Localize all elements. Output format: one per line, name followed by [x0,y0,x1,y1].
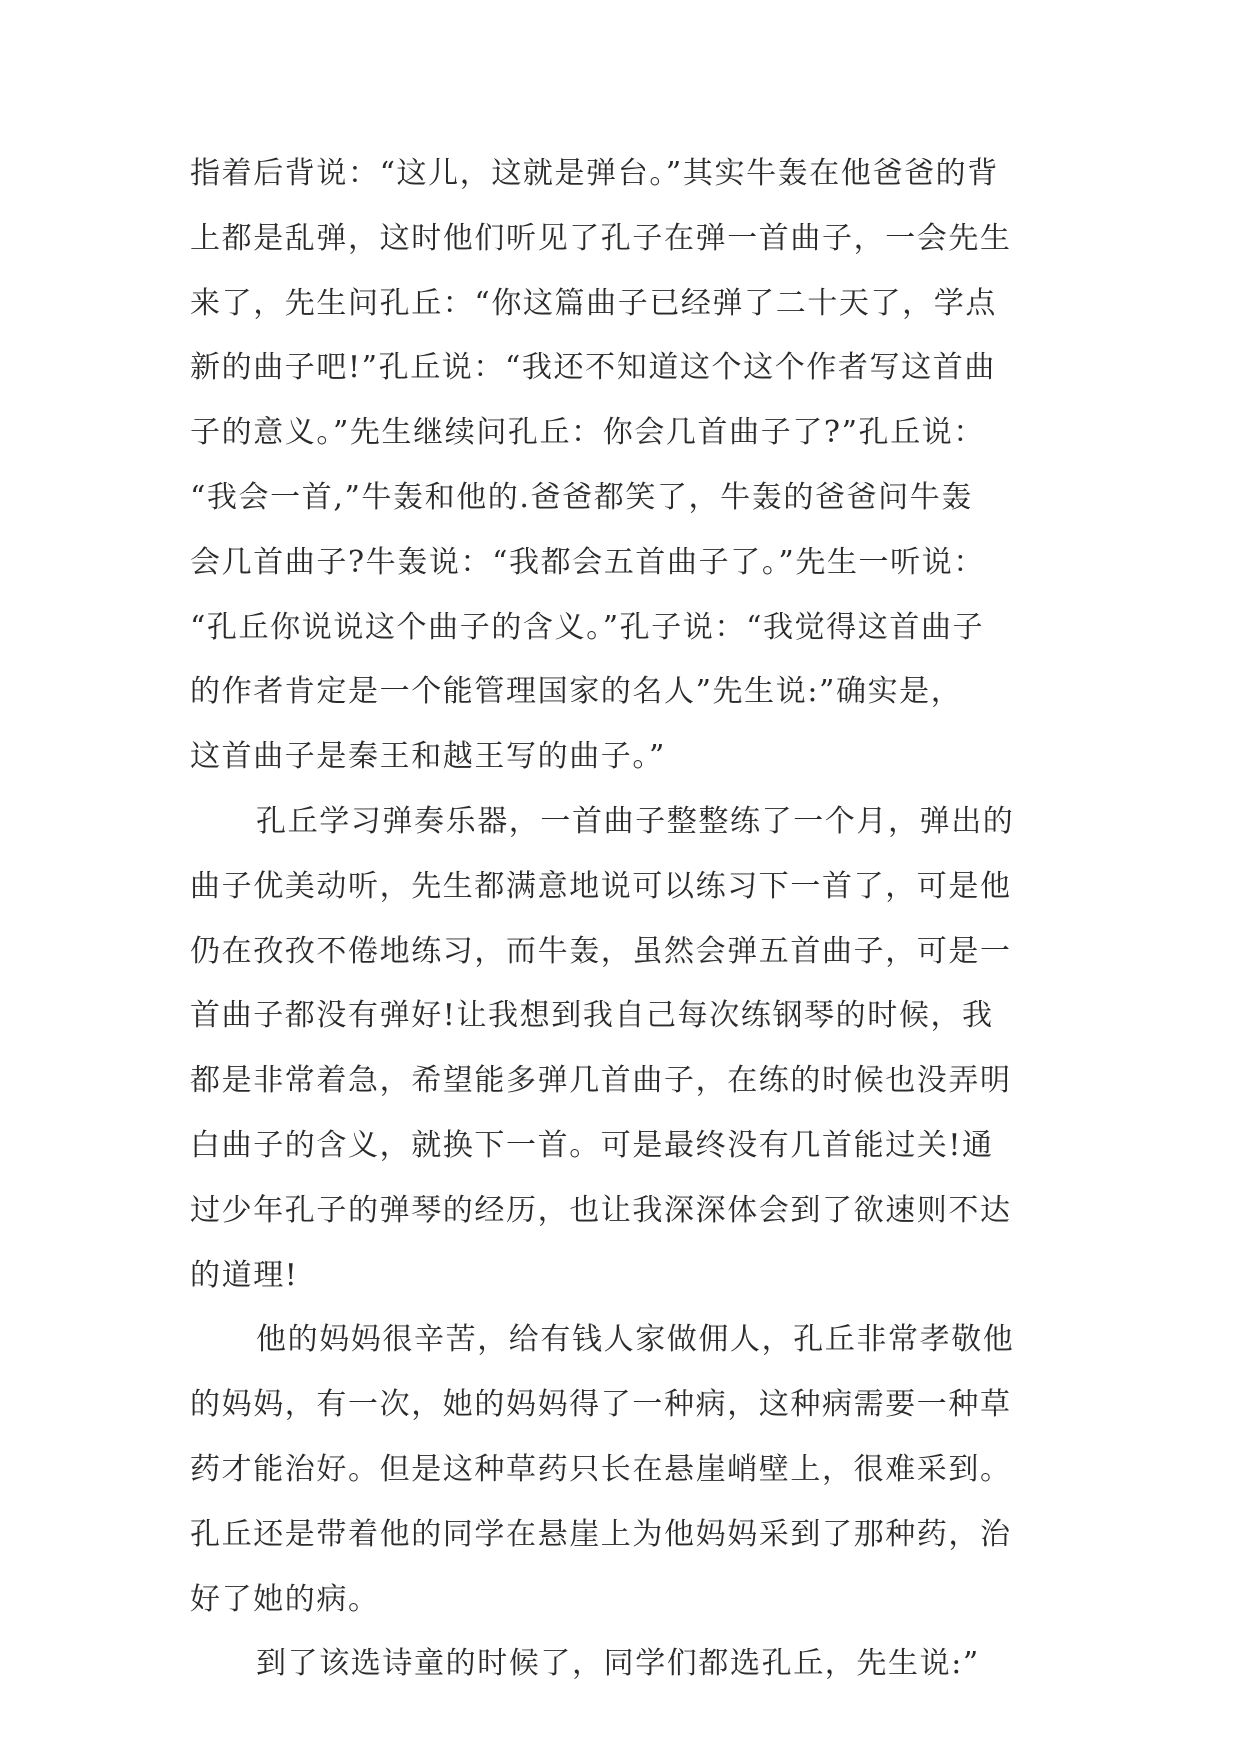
text-line: 这首曲子是秦王和越王写的曲子。” [190,739,666,775]
text-line: 都是非常着急，希望能多弹几首曲子，在练的时候也没弄明 [190,1063,1012,1099]
text-line: 上都是乱弹，这时他们听见了孔子在弹一首曲子，一会先生 [190,220,1012,256]
text-line: 指着后背说：“这儿，这就是弹台。”其实牛轰在他爸爸的背 [190,156,999,191]
text-line: 仍在孜孜不倦地练习，而牛轰，虽然会弹五首曲子，可是一 [190,933,1012,969]
paragraph-first-line: 他的妈妈很辛苦，给有钱人家做佣人，孔丘非常孝敬他 [256,1322,1015,1358]
paragraph-first-line: 孔丘学习弹奏乐器，一首曲子整整练了一个月，弹出的 [256,803,1015,839]
text-line: 的作者肯定是一个能管理国家的名人”先生说:”确实是， [190,674,963,710]
text-line: 的妈妈，有一次，她的妈妈得了一种病，这种病需要一种草 [190,1387,1012,1423]
text-line: “我会一首,”牛轰和他的.爸爸都笑了，牛轰的爸爸问牛轰 [190,479,973,515]
text-line: 会几首曲子?牛轰说：“我都会五首曲子了。”先生一听说： [190,544,985,580]
text-line: 白曲子的含义，就换下一首。可是最终没有几首能过关!通 [190,1127,994,1163]
text-line: 新的曲子吧!”孔丘说：“我还不知道这个这个作者写这首曲 [190,350,996,386]
text-line: 的道理! [190,1257,299,1293]
text-line: 药才能治好。但是这种草药只长在悬崖峭壁上，很难采到。 [190,1451,1012,1487]
text-line: 过少年孔子的弹琴的经历，也让我深深体会到了欲速则不达 [190,1192,1012,1228]
body-text [190,142,1052,1697]
text-line: 首曲子都没有弹好!让我想到我自己每次练钢琴的时候，我 [190,998,994,1034]
text-line: “孔丘你说说这个曲子的含义。”孔子说：“我觉得这首曲子 [190,609,985,645]
paragraph-first-line: 到了该选诗童的时候了，同学们都选孔丘，先生说:” [256,1646,980,1682]
text-line: 孔丘还是带着他的同学在悬崖上为他妈妈采到了那种药，治 [190,1516,1012,1552]
text-line: 来了，先生问孔丘：“你这篇曲子已经弹了二十天了，学点 [190,285,997,321]
text-line: 子的意义。”先生继续问孔丘：你会几首曲子了?”孔丘说： [190,415,985,451]
text-line: 好了她的病。 [190,1581,380,1617]
text-line: 曲子优美动听，先生都满意地说可以练习下一首了，可是他 [190,868,1012,904]
